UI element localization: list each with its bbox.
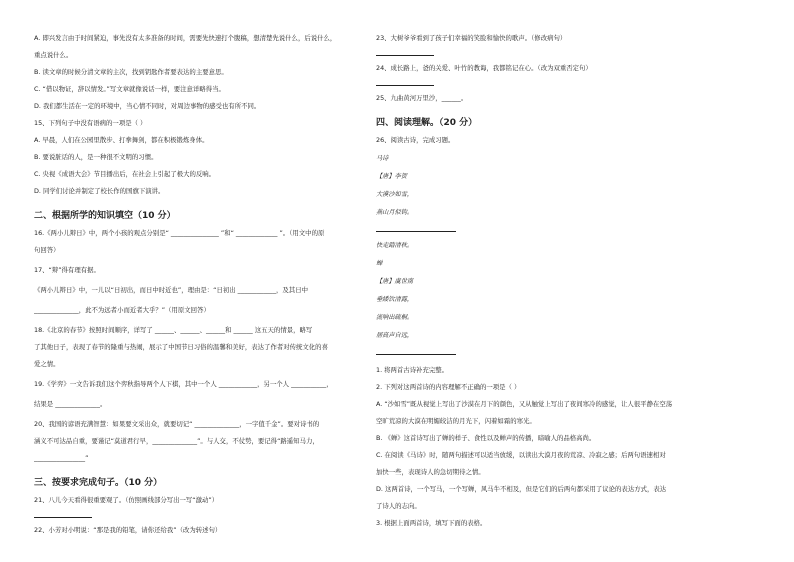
question-17: 17、“辩”得有理有据。 bbox=[34, 266, 100, 274]
option-b: B. 《蝉》这首诗写出了蝉的样子、食性以及蝉声的传播，暗喻人的品格高尚。 bbox=[376, 434, 596, 442]
text-line: C. 央视《成语大会》节目播出后，在社会上引起了极大的反响。 bbox=[34, 170, 216, 178]
option-c: C. 在阅读《马诗》时，随两句描述可以适当放缓，以读出大漠月夜的荒凉、冷寂之感；后两句语速相对 bbox=[376, 451, 666, 459]
section-heading-3: 三、按要求完成句子。（10 分） bbox=[34, 478, 163, 488]
question-25: 25、九曲黄河万里沙，______。 bbox=[376, 94, 468, 102]
poem-line: 大漠沙如雪， bbox=[376, 191, 414, 198]
question-26-2: 2. 下列对这两首诗的内容理解不正确的一项是（ ） bbox=[376, 383, 521, 391]
text-line: 涵义不可达品自重，要谨记“莫道君行早，______________”。与人交，不仗势，要记得“路遥知马力， bbox=[34, 437, 319, 445]
answer-blank[interactable] bbox=[376, 79, 434, 86]
poem-line: 燕山月似钩。 bbox=[376, 209, 414, 216]
text-line: 加快一些，表现诗人的急切期待之情。 bbox=[376, 468, 485, 476]
answer-blank[interactable] bbox=[34, 511, 92, 518]
answer-blank[interactable] bbox=[376, 49, 434, 56]
text-line: 空旷荒凉的大漠在明媚皎洁的月光下，闪着如霜的寒光。 bbox=[376, 417, 536, 425]
question-24: 24、成长路上，爸的关爱、叶竹的教诲，我都铭记在心。（改为双重否定句） bbox=[376, 64, 592, 72]
question-20: 20、我国的谚语充满智慧：如果要文采出众，就要切记“ ______________，一字值千金”。要对诗书的 bbox=[34, 420, 320, 428]
section-heading-2: 二、根据所学的知识填空（10 分） bbox=[34, 211, 176, 221]
poem-line: 垂緌饮清露， bbox=[376, 296, 414, 303]
poem-line: 居高声自远， bbox=[376, 332, 414, 339]
text-line: B. 读文章的时候分清文章的主次，找到钥匙作者要表达的主要意思。 bbox=[34, 68, 228, 76]
option-d: D. 这两首诗，一个写马，一个写蝉，风马牛不相及，但是它们的后两句都采用了议论的表达方式，表达 bbox=[376, 485, 667, 493]
text-line: 了其他日子，表现了春节的隆重与热闹，展示了中国节日习俗的温馨和美好，表达了作者对传统文化的喜 bbox=[34, 343, 328, 351]
text-line: D. 我们都生活在一定的环境中，当心情不同时，对周边事物的感受也有所不同。 bbox=[34, 102, 261, 110]
question-22: 22、小芳对小明说：“那是我的铅笔，请你还给我”（改为转述句） bbox=[34, 526, 222, 534]
text-line: 重点说什么。 bbox=[34, 51, 73, 59]
question-15: 15、下列句子中没有语病的一项是（ ） bbox=[34, 119, 147, 127]
poem-line: 【唐】李贺 bbox=[376, 173, 407, 180]
text-line: ______________，此不为远者小而近者大乎？”（用原文回答） bbox=[34, 306, 210, 314]
question-26-1: 1. 将两首古诗补充完整。 bbox=[376, 366, 449, 374]
question-26-3: 3. 根据上面两首诗，填写下面的表格。 bbox=[376, 519, 487, 527]
poem-line: 【唐】虞世南 bbox=[376, 278, 414, 285]
poem-answer-blank[interactable] bbox=[376, 227, 456, 232]
question-18: 18.《北京的春节》按照时间顺序，详写了 ______、______、______和 ______ 这五天的情景，略写 bbox=[34, 326, 313, 334]
text-line: A. 早晨，人们在公园里散步、打拳舞剑，都在积极锻炼身体。 bbox=[34, 136, 209, 144]
text-line: ________________” bbox=[34, 454, 89, 462]
text-line: D. 同学们讨论并制定了校长作的国旗下演讲。 bbox=[34, 187, 165, 195]
text-line: 爱之情。 bbox=[34, 360, 60, 368]
poem-title: 马诗 bbox=[376, 155, 389, 162]
text-line: 句回答） bbox=[34, 246, 60, 254]
text-line: 《两小儿辩日》中，一儿以“日初出，而日中时近也”，理由是：“日初出 ____________，及其日中 bbox=[34, 286, 308, 294]
text-line: 了诗人的志向。 bbox=[376, 502, 421, 510]
text-line: C. “借以物证，辞以情发。”写文章就像说话一样，要注意详略得当。 bbox=[34, 85, 225, 93]
poem-answer-blank[interactable] bbox=[376, 350, 456, 355]
section-heading-4: 四、阅读理解。（20 分） bbox=[376, 118, 478, 128]
text-line: B. 要说脏话的人，是一种很不文明的习惯。 bbox=[34, 153, 158, 161]
option-a: A. “沙如雪”既从视觉上写出了沙漠在月下的颜色，又从触觉上写出了夜间寒冷的感觉，让人很平静在空荡 bbox=[376, 400, 673, 408]
text-line: A. 即兴发言由于时间紧迫，事先没有太多准备的时间，需要先快速打个腹稿，想清楚先说什么，后说什么， bbox=[34, 34, 337, 42]
question-19: 19.《学弈》一文告诉我们这个弈秋指导两个人下棋，其中一个人 ____________，另一个人 ___________， bbox=[34, 380, 333, 388]
text-line: 结果是 ______________。 bbox=[34, 400, 107, 408]
question-26: 26、阅读古诗，完成习题。 bbox=[376, 136, 455, 144]
question-21: 21、八儿今天看得很重要观了。（仿照画线部分写出一写“激动”） bbox=[34, 496, 219, 504]
left-column bbox=[34, 34, 364, 535]
poem-title: 蝉 bbox=[376, 260, 383, 267]
question-16: 16.《两小儿辩日》中，两个小孩的观点分别是“ _______________ ”和“ _____________ ”。（用文中的原 bbox=[34, 229, 325, 237]
question-23: 23、大树爷爷看到了孩子们幸福的笑脸和愉快的歌声。（修改病句） bbox=[376, 34, 567, 42]
right-column bbox=[376, 34, 760, 528]
poem-line: 流响出疏桐。 bbox=[376, 314, 414, 321]
poem-line: 快走踏清秋。 bbox=[376, 242, 414, 249]
